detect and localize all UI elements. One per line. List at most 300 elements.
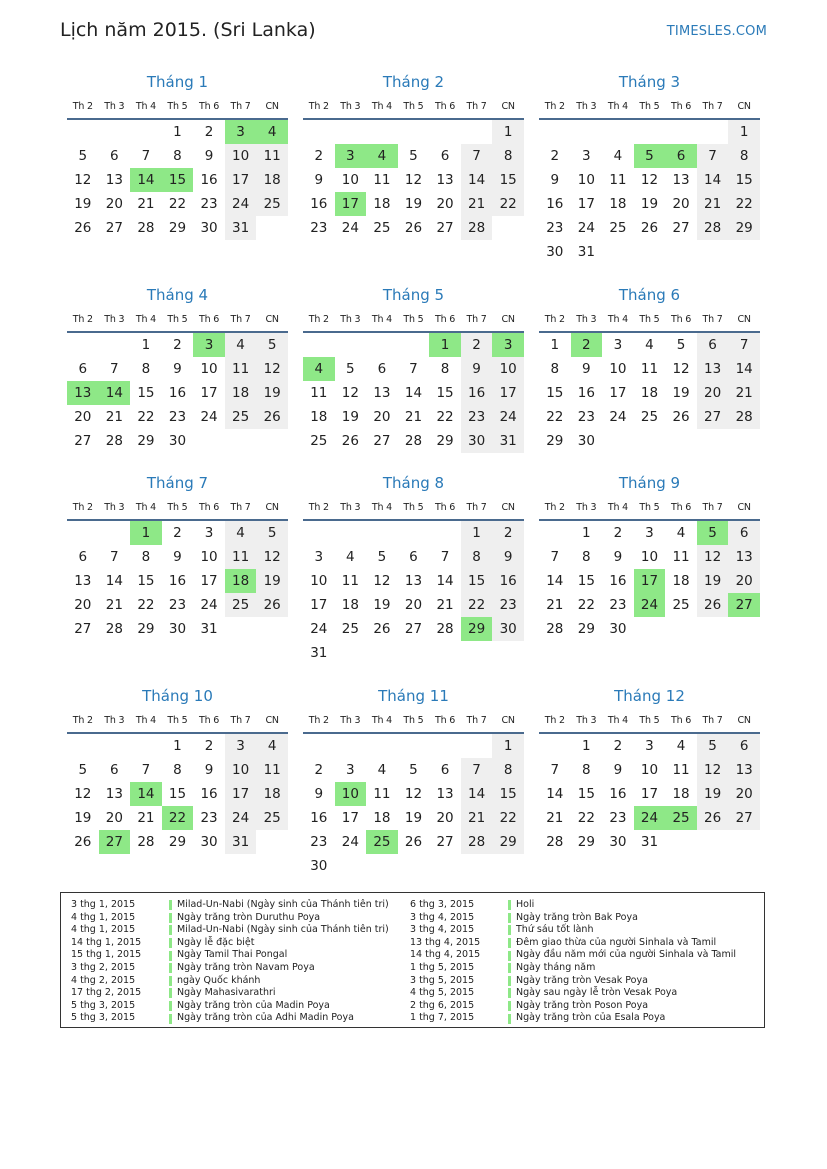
day-cell[interactable]: 27: [373, 433, 391, 449]
day-cell[interactable]: 30: [168, 621, 187, 637]
day-cell[interactable]: 19: [672, 385, 690, 401]
holiday-day-cell[interactable]: 14: [99, 381, 131, 405]
day-cell[interactable]: 16: [609, 573, 627, 589]
day-cell[interactable]: 28: [137, 220, 155, 236]
day-cell[interactable]: 11: [609, 172, 627, 188]
day-cell[interactable]: 23: [168, 409, 187, 425]
day-cell[interactable]: 9: [173, 549, 182, 565]
day-cell[interactable]: 23: [577, 409, 595, 425]
day-cell[interactable]: 6: [110, 762, 119, 778]
day-cell[interactable]: 9: [492, 545, 524, 569]
holiday-day-cell[interactable]: 3: [225, 120, 257, 144]
day-cell[interactable]: 28: [105, 433, 123, 449]
day-cell[interactable]: 11: [672, 549, 690, 565]
day-cell[interactable]: 25: [640, 409, 659, 425]
day-cell[interactable]: 21: [461, 806, 493, 830]
day-cell[interactable]: 14: [728, 357, 760, 381]
day-cell[interactable]: 31: [225, 830, 257, 854]
day-cell[interactable]: 23: [546, 220, 564, 236]
holiday-day-cell[interactable]: 25: [665, 806, 697, 830]
day-cell[interactable]: 26: [672, 409, 690, 425]
day-cell[interactable]: 15: [461, 569, 493, 593]
day-cell[interactable]: 4: [346, 549, 355, 565]
day-cell[interactable]: 10: [225, 144, 257, 168]
day-cell[interactable]: 11: [256, 144, 288, 168]
day-cell[interactable]: 28: [404, 433, 423, 449]
day-cell[interactable]: 7: [728, 333, 760, 357]
day-cell[interactable]: 30: [168, 433, 187, 449]
day-cell[interactable]: 14: [436, 573, 454, 589]
day-cell[interactable]: 6: [78, 549, 88, 565]
day-cell[interactable]: 2: [550, 148, 560, 164]
holiday-day-cell[interactable]: 6: [665, 144, 697, 168]
day-cell[interactable]: 31: [492, 429, 524, 453]
day-cell[interactable]: 20: [436, 196, 454, 212]
holiday-day-cell[interactable]: 27: [728, 593, 760, 617]
day-cell[interactable]: 5: [377, 549, 387, 565]
day-cell[interactable]: 7: [461, 144, 493, 168]
day-cell[interactable]: 20: [105, 810, 123, 826]
day-cell[interactable]: 24: [200, 597, 218, 613]
day-cell[interactable]: 12: [373, 573, 391, 589]
day-cell[interactable]: 6: [440, 762, 450, 778]
day-cell[interactable]: 13: [436, 172, 454, 188]
day-cell[interactable]: 20: [728, 569, 760, 593]
day-cell[interactable]: 2: [204, 738, 214, 754]
holiday-day-cell[interactable]: 24: [634, 593, 666, 617]
day-cell[interactable]: 10: [341, 172, 359, 188]
day-cell[interactable]: 3: [582, 148, 591, 164]
holiday-day-cell[interactable]: 2: [571, 333, 603, 357]
day-cell[interactable]: 16: [461, 381, 493, 405]
day-cell[interactable]: 5: [78, 762, 88, 778]
day-cell[interactable]: 26: [341, 433, 359, 449]
day-cell[interactable]: 22: [461, 593, 493, 617]
day-cell[interactable]: 4: [377, 762, 387, 778]
day-cell[interactable]: 4: [225, 333, 257, 357]
day-cell[interactable]: 13: [436, 786, 454, 802]
day-cell[interactable]: 28: [728, 405, 760, 429]
day-cell[interactable]: 6: [728, 521, 760, 545]
day-cell[interactable]: 17: [225, 782, 257, 806]
day-cell[interactable]: 7: [550, 762, 560, 778]
day-cell[interactable]: 18: [672, 786, 690, 802]
day-cell[interactable]: 6: [78, 361, 88, 377]
day-cell[interactable]: 9: [461, 357, 493, 381]
day-cell[interactable]: 23: [200, 196, 218, 212]
day-cell[interactable]: 14: [546, 786, 564, 802]
day-cell[interactable]: 26: [373, 621, 391, 637]
day-cell[interactable]: 19: [341, 409, 359, 425]
day-cell[interactable]: 3: [645, 738, 654, 754]
day-cell[interactable]: 1: [550, 337, 560, 353]
day-cell[interactable]: 17: [492, 381, 524, 405]
day-cell[interactable]: 15: [577, 786, 595, 802]
day-cell[interactable]: 10: [200, 549, 218, 565]
day-cell[interactable]: 7: [550, 549, 560, 565]
day-cell[interactable]: 7: [110, 361, 119, 377]
day-cell[interactable]: 29: [168, 220, 187, 236]
day-cell[interactable]: 24: [341, 220, 359, 236]
holiday-day-cell[interactable]: 10: [335, 782, 367, 806]
day-cell[interactable]: 2: [613, 738, 623, 754]
day-cell[interactable]: 14: [546, 573, 564, 589]
day-cell[interactable]: 15: [137, 573, 155, 589]
day-cell[interactable]: 26: [256, 405, 288, 429]
day-cell[interactable]: 22: [436, 409, 454, 425]
holiday-day-cell[interactable]: 17: [335, 192, 367, 216]
day-cell[interactable]: 9: [204, 148, 214, 164]
day-cell[interactable]: 1: [492, 120, 524, 144]
day-cell[interactable]: 21: [105, 597, 123, 613]
holiday-day-cell[interactable]: 4: [256, 120, 288, 144]
day-cell[interactable]: 9: [314, 172, 324, 188]
day-cell[interactable]: 18: [256, 168, 288, 192]
day-cell[interactable]: 9: [613, 549, 623, 565]
day-cell[interactable]: 24: [492, 405, 524, 429]
day-cell[interactable]: 7: [461, 758, 493, 782]
day-cell[interactable]: 3: [204, 525, 214, 541]
holiday-day-cell[interactable]: 18: [225, 569, 257, 593]
day-cell[interactable]: 15: [492, 168, 524, 192]
day-cell[interactable]: 28: [546, 621, 564, 637]
day-cell[interactable]: 18: [373, 810, 391, 826]
day-cell[interactable]: 24: [225, 192, 257, 216]
day-cell[interactable]: 9: [550, 172, 560, 188]
day-cell[interactable]: 6: [440, 148, 450, 164]
day-cell[interactable]: 15: [168, 786, 187, 802]
day-cell[interactable]: 26: [697, 593, 729, 617]
day-cell[interactable]: 15: [436, 385, 454, 401]
day-cell[interactable]: 23: [492, 593, 524, 617]
day-cell[interactable]: 19: [404, 196, 423, 212]
holiday-day-cell[interactable]: 29: [461, 617, 493, 641]
day-cell[interactable]: 28: [697, 216, 729, 240]
holiday-day-cell[interactable]: 17: [634, 569, 666, 593]
day-cell[interactable]: 12: [256, 357, 288, 381]
day-cell[interactable]: 26: [640, 220, 659, 236]
day-cell[interactable]: 26: [74, 220, 92, 236]
day-cell[interactable]: 25: [225, 405, 257, 429]
day-cell[interactable]: 22: [577, 810, 595, 826]
day-cell[interactable]: 7: [110, 549, 119, 565]
day-cell[interactable]: 8: [550, 361, 560, 377]
day-cell[interactable]: 4: [613, 148, 623, 164]
day-cell[interactable]: 19: [697, 569, 729, 593]
day-cell[interactable]: 2: [314, 148, 324, 164]
day-cell[interactable]: 7: [697, 144, 729, 168]
holiday-day-cell[interactable]: 4: [366, 144, 398, 168]
day-cell[interactable]: 15: [546, 385, 564, 401]
day-cell[interactable]: 10: [310, 573, 328, 589]
day-cell[interactable]: 18: [310, 409, 328, 425]
day-cell[interactable]: 16: [200, 786, 218, 802]
day-cell[interactable]: 7: [141, 762, 151, 778]
day-cell[interactable]: 20: [436, 810, 454, 826]
day-cell[interactable]: 23: [609, 810, 627, 826]
day-cell[interactable]: 19: [640, 196, 659, 212]
day-cell[interactable]: 19: [256, 381, 288, 405]
day-cell[interactable]: 10: [200, 361, 218, 377]
day-cell[interactable]: 18: [640, 385, 659, 401]
day-cell[interactable]: 14: [105, 573, 123, 589]
day-cell[interactable]: 11: [640, 361, 659, 377]
day-cell[interactable]: 7: [409, 361, 418, 377]
holiday-day-cell[interactable]: 1: [429, 333, 461, 357]
day-cell[interactable]: 6: [409, 549, 418, 565]
day-cell[interactable]: 20: [697, 381, 729, 405]
day-cell[interactable]: 5: [78, 148, 88, 164]
day-cell[interactable]: 30: [577, 433, 595, 449]
day-cell[interactable]: 8: [440, 361, 450, 377]
day-cell[interactable]: 7: [440, 549, 450, 565]
holiday-day-cell[interactable]: 3: [492, 333, 524, 357]
day-cell[interactable]: 29: [137, 433, 155, 449]
day-cell[interactable]: 27: [404, 621, 423, 637]
day-cell[interactable]: 9: [314, 786, 324, 802]
day-cell[interactable]: 20: [74, 597, 92, 613]
day-cell[interactable]: 16: [168, 385, 187, 401]
day-cell[interactable]: 18: [609, 196, 627, 212]
day-cell[interactable]: 19: [697, 782, 729, 806]
day-cell[interactable]: 4: [256, 734, 288, 758]
day-cell[interactable]: 25: [672, 597, 690, 613]
day-cell[interactable]: 18: [225, 381, 257, 405]
day-cell[interactable]: 17: [609, 385, 627, 401]
day-cell[interactable]: 5: [346, 361, 355, 377]
brand-link[interactable]: TIMESLES.COM: [666, 24, 767, 39]
holiday-day-cell[interactable]: 3: [335, 144, 367, 168]
day-cell[interactable]: 24: [310, 621, 328, 637]
holiday-day-cell[interactable]: 4: [303, 357, 335, 381]
day-cell[interactable]: 4: [225, 521, 257, 545]
day-cell[interactable]: 12: [256, 545, 288, 569]
day-cell[interactable]: 5: [697, 734, 729, 758]
day-cell[interactable]: 3: [225, 734, 257, 758]
day-cell[interactable]: 29: [492, 830, 524, 854]
day-cell[interactable]: 4: [676, 525, 686, 541]
day-cell[interactable]: 21: [461, 192, 493, 216]
day-cell[interactable]: 13: [672, 172, 690, 188]
day-cell[interactable]: 11: [341, 573, 359, 589]
day-cell[interactable]: 27: [74, 621, 92, 637]
day-cell[interactable]: 20: [672, 196, 690, 212]
day-cell[interactable]: 22: [492, 192, 524, 216]
day-cell[interactable]: 27: [74, 433, 92, 449]
day-cell[interactable]: 29: [436, 433, 454, 449]
day-cell[interactable]: 20: [105, 196, 123, 212]
day-cell[interactable]: 5: [256, 333, 288, 357]
day-cell[interactable]: 8: [173, 148, 182, 164]
day-cell[interactable]: 13: [404, 573, 423, 589]
day-cell[interactable]: 27: [436, 834, 454, 850]
day-cell[interactable]: 12: [697, 758, 729, 782]
day-cell[interactable]: 1: [582, 738, 591, 754]
day-cell[interactable]: 21: [137, 810, 155, 826]
day-cell[interactable]: 26: [404, 220, 423, 236]
day-cell[interactable]: 8: [492, 144, 524, 168]
day-cell[interactable]: 31: [577, 244, 595, 260]
day-cell[interactable]: 8: [461, 545, 493, 569]
day-cell[interactable]: 27: [697, 405, 729, 429]
day-cell[interactable]: 9: [582, 361, 591, 377]
day-cell[interactable]: 3: [346, 762, 355, 778]
day-cell[interactable]: 22: [728, 192, 760, 216]
day-cell[interactable]: 2: [314, 762, 324, 778]
day-cell[interactable]: 29: [577, 621, 595, 637]
day-cell[interactable]: 17: [200, 385, 218, 401]
day-cell[interactable]: 19: [74, 196, 92, 212]
day-cell[interactable]: 31: [200, 621, 218, 637]
day-cell[interactable]: 29: [168, 834, 187, 850]
day-cell[interactable]: 14: [461, 168, 493, 192]
day-cell[interactable]: 19: [373, 597, 391, 613]
day-cell[interactable]: 11: [256, 758, 288, 782]
day-cell[interactable]: 9: [173, 361, 182, 377]
day-cell[interactable]: 28: [137, 834, 155, 850]
day-cell[interactable]: 15: [728, 168, 760, 192]
day-cell[interactable]: 9: [613, 762, 623, 778]
holiday-day-cell[interactable]: 14: [130, 782, 162, 806]
day-cell[interactable]: 25: [256, 192, 288, 216]
day-cell[interactable]: 16: [577, 385, 595, 401]
holiday-day-cell[interactable]: 22: [162, 806, 194, 830]
day-cell[interactable]: 27: [672, 220, 690, 236]
day-cell[interactable]: 8: [492, 758, 524, 782]
day-cell[interactable]: 2: [173, 525, 182, 541]
day-cell[interactable]: 13: [105, 172, 123, 188]
day-cell[interactable]: 19: [404, 810, 423, 826]
day-cell[interactable]: 1: [582, 525, 591, 541]
day-cell[interactable]: 5: [409, 148, 418, 164]
day-cell[interactable]: 14: [461, 782, 493, 806]
day-cell[interactable]: 30: [609, 621, 627, 637]
day-cell[interactable]: 5: [256, 521, 288, 545]
day-cell[interactable]: 21: [404, 409, 423, 425]
day-cell[interactable]: 24: [577, 220, 595, 236]
day-cell[interactable]: 12: [74, 172, 92, 188]
day-cell[interactable]: 12: [672, 361, 690, 377]
holiday-day-cell[interactable]: 27: [99, 830, 131, 854]
day-cell[interactable]: 2: [613, 525, 623, 541]
day-cell[interactable]: 28: [546, 834, 564, 850]
day-cell[interactable]: 23: [200, 810, 218, 826]
holiday-day-cell[interactable]: 15: [162, 168, 194, 192]
holiday-day-cell[interactable]: 14: [130, 168, 162, 192]
day-cell[interactable]: 10: [640, 762, 659, 778]
day-cell[interactable]: 26: [74, 834, 92, 850]
day-cell[interactable]: 17: [200, 573, 218, 589]
day-cell[interactable]: 21: [105, 409, 123, 425]
day-cell[interactable]: 4: [676, 738, 686, 754]
holiday-day-cell[interactable]: 24: [634, 806, 666, 830]
day-cell[interactable]: 16: [200, 172, 218, 188]
day-cell[interactable]: 10: [492, 357, 524, 381]
day-cell[interactable]: 21: [436, 597, 454, 613]
day-cell[interactable]: 11: [225, 545, 257, 569]
day-cell[interactable]: 13: [74, 573, 92, 589]
day-cell[interactable]: 28: [461, 830, 493, 854]
day-cell[interactable]: 28: [461, 216, 493, 240]
day-cell[interactable]: 16: [310, 810, 328, 826]
day-cell[interactable]: 1: [173, 738, 182, 754]
day-cell[interactable]: 15: [577, 573, 595, 589]
day-cell[interactable]: 17: [640, 786, 659, 802]
day-cell[interactable]: 31: [225, 216, 257, 240]
day-cell[interactable]: 30: [200, 834, 218, 850]
day-cell[interactable]: 17: [310, 597, 328, 613]
day-cell[interactable]: 24: [341, 834, 359, 850]
day-cell[interactable]: 12: [404, 786, 423, 802]
day-cell[interactable]: 17: [341, 810, 359, 826]
day-cell[interactable]: 26: [256, 593, 288, 617]
day-cell[interactable]: 30: [492, 617, 524, 641]
day-cell[interactable]: 21: [697, 192, 729, 216]
day-cell[interactable]: 15: [492, 782, 524, 806]
day-cell[interactable]: 13: [728, 545, 760, 569]
day-cell[interactable]: 16: [310, 196, 328, 212]
day-cell[interactable]: 24: [225, 806, 257, 830]
day-cell[interactable]: 11: [672, 762, 690, 778]
day-cell[interactable]: 12: [341, 385, 359, 401]
day-cell[interactable]: 10: [609, 361, 627, 377]
holiday-day-cell[interactable]: 5: [697, 521, 729, 545]
day-cell[interactable]: 17: [225, 168, 257, 192]
day-cell[interactable]: 26: [404, 834, 423, 850]
day-cell[interactable]: 13: [105, 786, 123, 802]
day-cell[interactable]: 29: [728, 216, 760, 240]
day-cell[interactable]: 25: [310, 433, 328, 449]
day-cell[interactable]: 11: [373, 786, 391, 802]
holiday-day-cell[interactable]: 1: [130, 521, 162, 545]
day-cell[interactable]: 6: [697, 333, 729, 357]
day-cell[interactable]: 29: [137, 621, 155, 637]
day-cell[interactable]: 12: [74, 786, 92, 802]
day-cell[interactable]: 22: [168, 196, 187, 212]
day-cell[interactable]: 28: [105, 621, 123, 637]
day-cell[interactable]: 25: [609, 220, 627, 236]
day-cell[interactable]: 25: [225, 593, 257, 617]
day-cell[interactable]: 25: [373, 220, 391, 236]
day-cell[interactable]: 12: [640, 172, 659, 188]
day-cell[interactable]: 28: [436, 621, 454, 637]
day-cell[interactable]: 8: [728, 144, 760, 168]
day-cell[interactable]: 15: [137, 385, 155, 401]
day-cell[interactable]: 29: [546, 433, 564, 449]
day-cell[interactable]: 16: [492, 569, 524, 593]
day-cell[interactable]: 3: [645, 525, 654, 541]
day-cell[interactable]: 11: [310, 385, 328, 401]
day-cell[interactable]: 1: [141, 337, 151, 353]
day-cell[interactable]: 25: [341, 621, 359, 637]
day-cell[interactable]: 25: [256, 806, 288, 830]
day-cell[interactable]: 16: [609, 786, 627, 802]
day-cell[interactable]: 4: [645, 337, 654, 353]
day-cell[interactable]: 2: [461, 333, 493, 357]
day-cell[interactable]: 18: [256, 782, 288, 806]
day-cell[interactable]: 11: [225, 357, 257, 381]
day-cell[interactable]: 18: [341, 597, 359, 613]
day-cell[interactable]: 24: [609, 409, 627, 425]
day-cell[interactable]: 22: [577, 597, 595, 613]
day-cell[interactable]: 6: [377, 361, 387, 377]
day-cell[interactable]: 22: [492, 806, 524, 830]
day-cell[interactable]: 2: [173, 337, 182, 353]
day-cell[interactable]: 12: [404, 172, 423, 188]
day-cell[interactable]: 14: [697, 168, 729, 192]
day-cell[interactable]: 18: [373, 196, 391, 212]
day-cell[interactable]: 30: [200, 220, 218, 236]
